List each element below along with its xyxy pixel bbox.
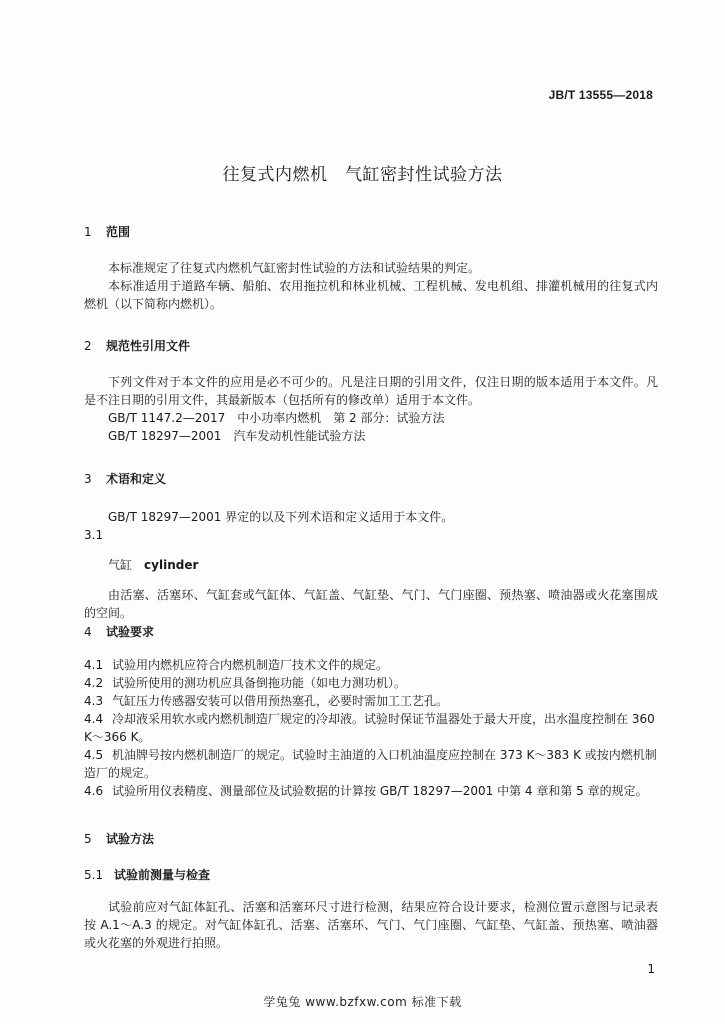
term-number: 3.1 xyxy=(84,528,104,542)
section-number: 3 xyxy=(84,472,92,486)
section-2-heading xyxy=(84,337,190,354)
term-name-en: cylinder xyxy=(144,558,199,572)
clause-number: 4.2 xyxy=(84,676,104,690)
section-title: 试验要求 xyxy=(106,625,155,639)
subsection-number: 5.1 xyxy=(84,868,104,882)
clause-4-4 xyxy=(84,710,658,746)
section-1-body xyxy=(84,259,658,313)
paragraph: 本标准规定了往复式内燃机气缸密封性试验的方法和试验结果的判定。 xyxy=(108,261,481,275)
section-title: 术语和定义 xyxy=(106,472,167,486)
clause-4-2 xyxy=(84,674,658,692)
section-number: 1 xyxy=(84,225,92,239)
term-entry xyxy=(84,556,658,574)
section-3-body xyxy=(84,508,658,622)
reference-item: GB/T 18297—2001 汽车发动机性能试验方法 xyxy=(108,429,366,443)
section-5-heading xyxy=(84,830,154,847)
clause-text: 冷却液采用软水或内燃机制造厂规定的冷却液。试验时保证节温器处于最大开度，出水温度控制在 360 K～366 K。 xyxy=(84,712,655,744)
clause-text: 机油牌号按内燃机制造厂的规定。试验时主油道的入口机油温度应控制在 373 K～383 K 或按内燃机制造厂的规定。 xyxy=(84,748,657,780)
section-title: 规范性引用文件 xyxy=(106,339,191,353)
section-number: 4 xyxy=(84,625,92,639)
standard-code: JB/T 13555—2018 xyxy=(548,88,653,102)
section-4-heading xyxy=(84,623,154,640)
section-title: 试验方法 xyxy=(106,832,155,846)
clause-number: 4.1 xyxy=(84,658,104,672)
section-3-heading xyxy=(84,470,166,487)
paragraph: 本标准适用于道路车辆、船舶、农用拖拉机和林业机械、工程机械、发电机组、排灌机械用的往复式内燃机（以下简称内燃机）。 xyxy=(84,279,658,311)
reference-item: GB/T 1147.2—2017 中小功率内燃机 第 2 部分：试验方法 xyxy=(108,411,445,425)
clause-4-1 xyxy=(84,656,658,674)
page-number: 1 xyxy=(647,962,655,976)
section-number: 5 xyxy=(84,832,92,846)
term-definition: 由活塞、活塞环、气缸套或气缸体、气缸盖、气缸垫、气门、气门座圈、预热塞、喷油器或火花塞围成的空间。 xyxy=(84,588,658,620)
term-name-cn: 气缸 xyxy=(108,558,133,572)
clause-4-5 xyxy=(84,746,658,782)
section-number: 2 xyxy=(84,339,92,353)
paragraph: 试验前应对气缸体缸孔、活塞和活塞环尺寸进行检测，结果应符合设计要求，检测位置示意图与记录表按 A.1～A.3 的规定。对气缸体缸孔、活塞、活塞环、气门、气门座圈、气缸垫、气缸盖、预热塞、喷油器或火花塞的外观进行拍照。 xyxy=(84,900,658,950)
section-1-heading xyxy=(84,223,130,240)
subsection-title: 试验前测量与检查 xyxy=(114,868,211,882)
clause-number: 4.3 xyxy=(84,694,104,708)
clause-number: 4.6 xyxy=(84,784,104,798)
section-2-body xyxy=(84,373,658,445)
clause-text: 试验所用仪表精度、测量部位及试验数据的计算按 GB/T 18297—2001 中第 4 章和第 5 章的规定。 xyxy=(112,784,648,798)
section-4-body xyxy=(84,656,658,800)
section-title: 范围 xyxy=(106,225,131,239)
footer-watermark: 学兔兔 www.bzfxw.com 标准下载 xyxy=(263,995,462,1009)
document-title: 往复式内燃机 气缸密封性试验方法 xyxy=(222,165,503,185)
clause-text: 气缸压力传感器安装可以借用预热塞孔，必要时需加工工艺孔。 xyxy=(112,694,449,708)
clause-4-3 xyxy=(84,692,658,710)
clause-number: 4.5 xyxy=(84,748,104,762)
paragraph: GB/T 18297—2001 界定的以及下列术语和定义适用于本文件。 xyxy=(108,510,454,524)
subsection-5-1-heading xyxy=(84,866,210,883)
subsection-5-1-body xyxy=(84,898,658,952)
clause-text: 试验所使用的测功机应具备倒拖功能（如电力测功机）。 xyxy=(112,676,407,690)
clause-text: 试验用内燃机应符合内燃机制造厂技术文件的规定。 xyxy=(112,658,389,672)
clause-4-6 xyxy=(84,782,658,800)
paragraph: 下列文件对于本文件的应用是必不可少的。凡是注日期的引用文件，仅注日期的版本适用于本文件。凡是不注日期的引用文件，其最新版本（包括所有的修改单）适用于本文件。 xyxy=(84,375,658,407)
clause-number: 4.4 xyxy=(84,712,104,726)
